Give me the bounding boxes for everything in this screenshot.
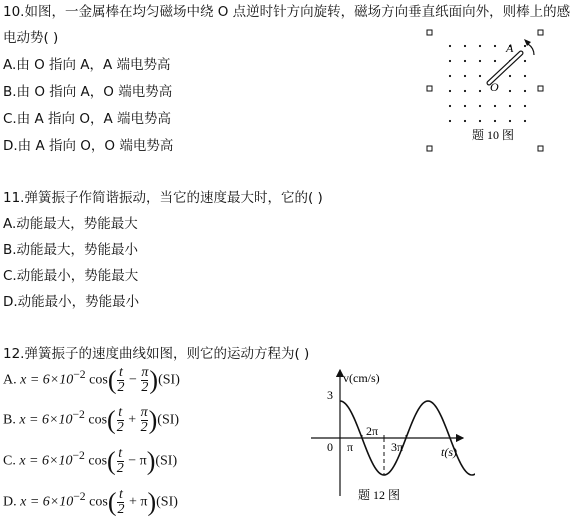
phase-term: π <box>140 494 148 510</box>
option-letter: C. <box>3 453 20 469</box>
option-letter: B. <box>3 412 20 428</box>
q11-option-d: D.动能最小，势能最小 <box>3 294 140 310</box>
operator: − <box>125 372 141 388</box>
q12-option-b <box>3 406 179 435</box>
q10-option-a: A.由 O 指向 A，A 端电势高 <box>3 57 171 73</box>
figure-12-chart <box>305 364 475 514</box>
right-paren: ) <box>146 446 156 476</box>
formula-lhs: x = 6×10 <box>20 494 74 510</box>
tick-label-2pi: 2π <box>366 424 379 438</box>
q11-option-a: A.动能最大，势能最大 <box>3 216 138 232</box>
right-paren: ) <box>147 487 157 517</box>
corner-marker <box>427 86 432 91</box>
numerator: t <box>119 487 123 502</box>
corner-marker <box>538 30 543 35</box>
exponent: −2 <box>72 449 85 463</box>
q12-option-d <box>3 488 178 517</box>
option-letter: D. <box>3 494 21 510</box>
q11-stem: 11.弹簧振子作简谐振动，当它的速度最大时，它的( ) <box>3 190 323 206</box>
unit: (SI) <box>157 412 180 428</box>
cos-fn: cos <box>84 453 108 469</box>
unit: (SI) <box>158 372 180 388</box>
operator: + <box>125 494 141 510</box>
point-a-label: A <box>506 41 514 55</box>
formula-lhs: x = 6×10 <box>19 412 73 428</box>
denominator: 2 <box>117 380 125 395</box>
numerator: t <box>119 365 123 380</box>
denominator: 2 <box>140 420 148 435</box>
figure-10-caption: 题 10 图 <box>472 128 515 142</box>
unit: (SI) <box>155 453 178 469</box>
q12-stem: 12.弹簧振子的速度曲线如图，则它的运动方程为( ) <box>3 346 310 362</box>
left-paren: ( <box>107 405 116 435</box>
fraction <box>141 366 148 395</box>
fraction <box>117 447 124 476</box>
numerator: t <box>118 446 123 461</box>
denominator: 2 <box>117 502 125 517</box>
formula-lhs: x = 6×10 <box>20 372 74 388</box>
corner-marker <box>538 146 543 151</box>
option-letter: A. <box>3 372 21 388</box>
figure-12-caption: 题 12 图 <box>358 488 401 502</box>
q10-option-d: D.由 A 指向 O，O 端电势高 <box>3 138 174 154</box>
cos-fn: cos <box>85 372 108 388</box>
fraction <box>117 406 124 435</box>
figure-10 <box>420 24 550 164</box>
numerator: π <box>140 405 148 420</box>
corner-marker <box>538 86 543 91</box>
numerator: t <box>118 405 123 420</box>
right-paren: ) <box>149 365 159 395</box>
right-paren: ) <box>148 405 158 435</box>
fraction <box>117 488 124 517</box>
left-paren: ( <box>107 365 117 395</box>
numerator: π <box>141 365 149 380</box>
exponent: −2 <box>73 490 86 504</box>
q11-option-c: C.动能最小，势能最大 <box>3 268 139 284</box>
q12-option-a <box>3 366 180 395</box>
left-paren: ( <box>107 446 116 476</box>
fraction <box>117 366 124 395</box>
exponent: −2 <box>72 408 85 422</box>
phase-term: π <box>139 453 147 469</box>
cos-fn: cos <box>84 412 108 428</box>
denominator: 2 <box>116 420 124 435</box>
operator: − <box>124 453 140 469</box>
fraction <box>141 406 148 435</box>
amplitude-label: 3 <box>327 388 333 402</box>
unit: (SI) <box>156 494 178 510</box>
corner-marker <box>427 146 432 151</box>
x-axis-label: t(s) <box>441 445 457 459</box>
point-o-label: O <box>490 80 499 94</box>
q10-option-c: C.由 A 指向 O，A 端电势高 <box>3 111 171 127</box>
corner-marker <box>427 30 432 35</box>
origin-label: 0 <box>327 440 333 454</box>
formula-lhs: x = 6×10 <box>19 453 73 469</box>
tick-label-3pi: 3π <box>391 440 404 454</box>
left-paren: ( <box>107 487 117 517</box>
cos-fn: cos <box>85 494 108 510</box>
q12-option-c <box>3 447 177 476</box>
metal-rod <box>489 53 521 83</box>
y-axis-label: v(cm/s) <box>343 371 380 385</box>
operator: + <box>124 412 140 428</box>
q11-option-b: B.动能最大，势能最小 <box>3 242 139 258</box>
denominator: 2 <box>141 380 149 395</box>
q10-option-b: B.由 O 指向 A，O 端电势高 <box>3 84 173 100</box>
rotation-arrow <box>528 44 534 55</box>
denominator: 2 <box>116 461 124 476</box>
exponent: −2 <box>73 368 86 382</box>
tick-label-pi: π <box>347 440 354 454</box>
q10-stem-line1: 10.如图，一金属棒在均匀磁场中绕 O 点逆时针方向旋转，磁场方向垂直纸面向外，则棒上的感 <box>3 4 571 20</box>
q10-stem-line2: 电动势( ) <box>3 30 59 46</box>
